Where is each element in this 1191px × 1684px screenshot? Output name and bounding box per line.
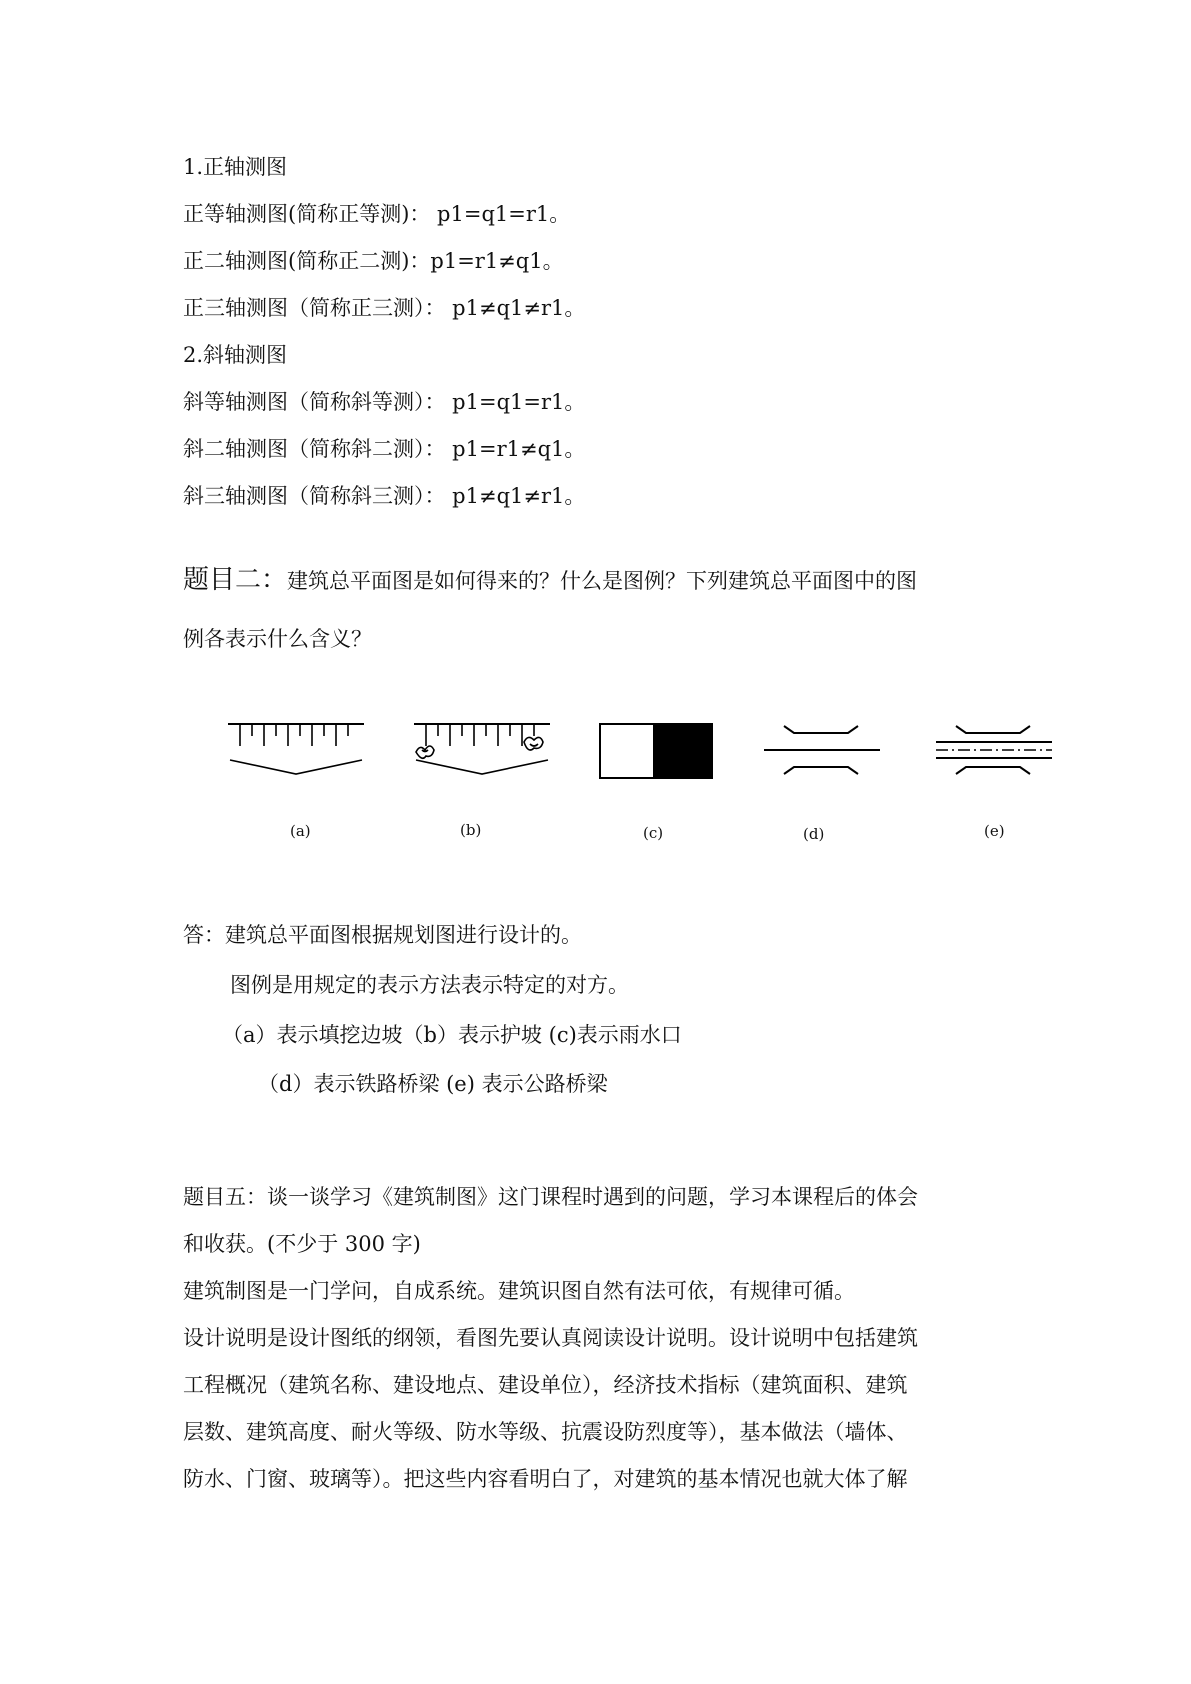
text-line: 正等轴测图(简称正等测)： p1=q1=r1。 [183, 202, 571, 226]
figure-label-d: (d) [803, 825, 825, 843]
figure-label-b: (b) [460, 821, 482, 839]
figure-label-a: (a) [290, 822, 311, 840]
question-2-line-2: 例各表示什么含义？ [183, 627, 372, 651]
heading-oblique-axonometric: 2.斜轴测图 [183, 343, 288, 367]
question-5-line: 题目五：谈一谈学习《建筑制图》这门课程时遇到的问题，学习本课程后的体会 [183, 1185, 918, 1209]
question-5-line: 设计说明是设计图纸的纲领，看图先要认真阅读设计说明。设计说明中包括建筑 [183, 1326, 918, 1350]
figure-label-c: (c) [643, 824, 664, 842]
question-5-line: 和收获。(不少于 300 字) [183, 1232, 421, 1256]
text-line: 正二轴测图(简称正二测)：p1=r1≠q1。 [183, 249, 564, 273]
question-5-line: 层数、建筑高度、耐火等级、防水等级、抗震设防烈度等），基本做法（墙体、 [183, 1420, 908, 1444]
question-2-line-1 [183, 565, 917, 596]
question-5-line: 防水、门窗、玻璃等）。把这些内容看明白了，对建筑的基本情况也就大体了解 [183, 1467, 908, 1491]
question-5-line: 建筑制图是一门学问，自成系统。建筑识图自然有法可依，有规律可循。 [183, 1279, 855, 1303]
answer-line-4: （d）表示铁路桥梁 (e) 表示公路桥梁 [258, 1072, 608, 1096]
question-2-title: 题目二： [183, 565, 288, 595]
legend-figures [0, 700, 1191, 850]
revetment-slope-symbol [412, 716, 552, 776]
rainwater-inlet-symbol [598, 722, 718, 782]
heading-orthographic-axonometric: 1.正轴测图 [183, 155, 288, 179]
figure-label-e: (e) [984, 822, 1005, 840]
text-line: 斜二轴测图（简称斜二测）： p1=r1≠q1。 [183, 437, 586, 461]
answer-line-3: （a）表示填挖边坡（b）表示护坡 (c)表示雨水口 [222, 1023, 682, 1047]
answer-line-2: 图例是用规定的表示方法表示特定的对方。 [230, 973, 629, 997]
question-2-text: 建筑总平面图是如何得来的？什么是图例？下列建筑总平面图中的图 [287, 569, 918, 593]
railway-bridge-symbol [762, 724, 882, 776]
text-line: 正三轴测图（简称正三测）： p1≠q1≠r1。 [183, 296, 586, 320]
fill-cut-slope-symbol [226, 716, 366, 776]
answer-line-1: 答：建筑总平面图根据规划图进行设计的。 [183, 923, 582, 947]
highway-bridge-symbol [934, 724, 1054, 776]
text-line: 斜等轴测图（简称斜等测）： p1=q1=r1。 [183, 390, 586, 414]
question-5-line: 工程概况（建筑名称、建设地点、建设单位），经济技术指标（建筑面积、建筑 [183, 1373, 908, 1397]
text-line: 斜三轴测图（简称斜三测）： p1≠q1≠r1。 [183, 484, 586, 508]
